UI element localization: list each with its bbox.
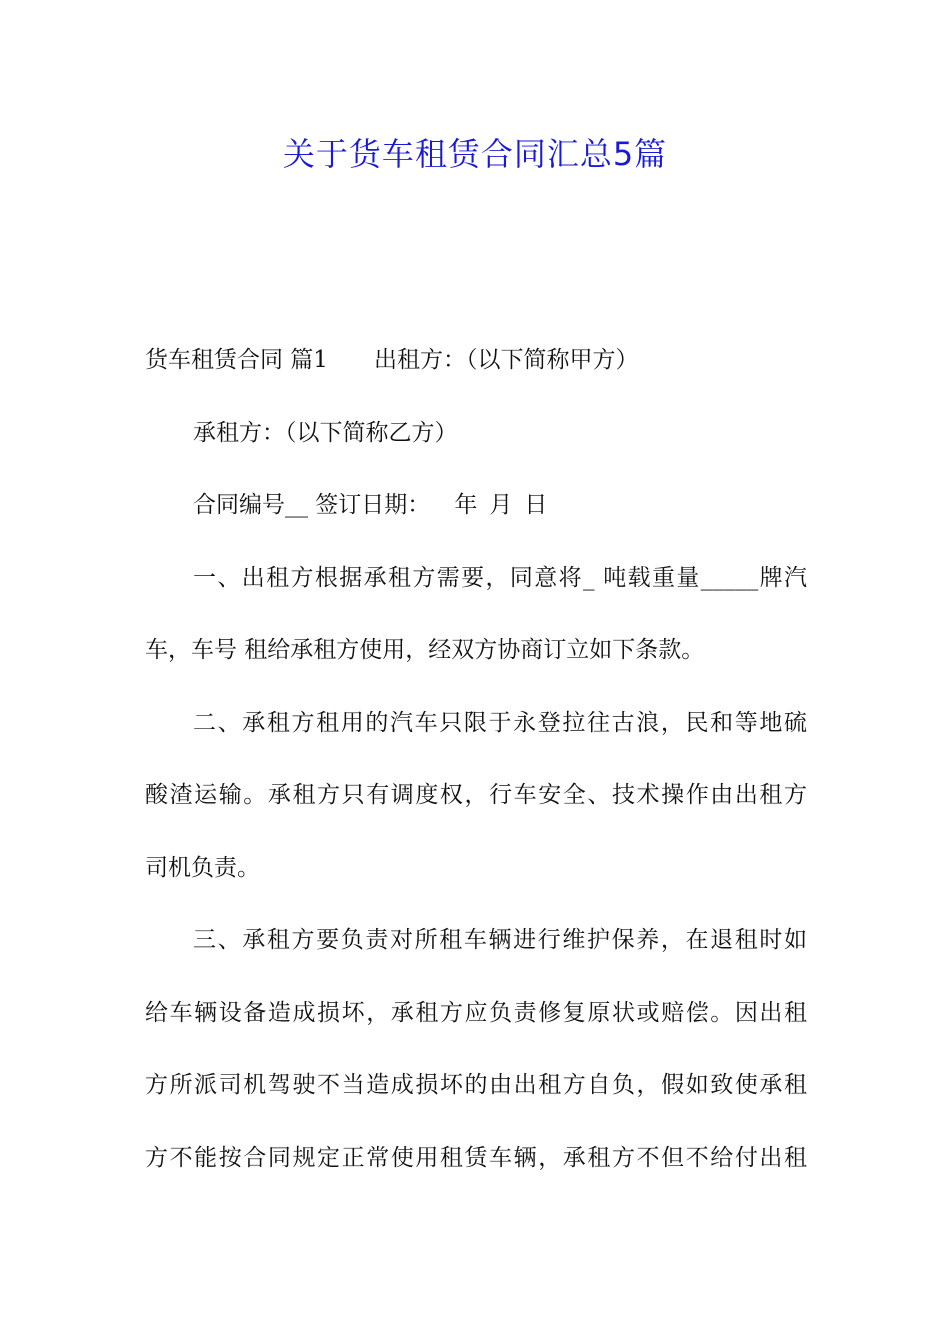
paragraph-line: 给车辆设备造成损坏，承租方应负责修复原状或赔偿。因出租 xyxy=(145,999,807,1026)
paragraph-line xyxy=(145,409,807,482)
paragraph-line: 司机负责。 xyxy=(145,854,260,881)
paragraph-line: 方所派司机驾驶不当造成损坏的由出租方自负，假如致使承租 xyxy=(145,1072,807,1098)
document-title: 关于货车租赁合同汇总5篇 xyxy=(282,135,668,173)
lessee-label: 承租方：（以下简称乙方） xyxy=(193,419,458,446)
paragraph-line: 一、出租方根据承租方需要，同意将_ 吨载重量_____牌汽 xyxy=(193,564,807,591)
date-day: 日 xyxy=(524,492,548,518)
paragraph-line: 车，车号 租给承租方使用，经双方协商订立如下条款。 xyxy=(145,637,705,663)
date-year: 年 xyxy=(454,492,478,518)
paragraph-line: 二、承租方租用的汽车只限于永登拉往古浪，民和等地硫 xyxy=(193,709,807,736)
paragraph-line xyxy=(145,336,807,409)
lessor-label: 出租方：（以下简称甲方） xyxy=(373,347,639,373)
paragraph-line: 酸渣运输。承租方只有调度权，行车安全、技术操作由出租方 xyxy=(145,782,807,808)
document-body xyxy=(145,336,807,1206)
paragraph-line: 三、承租方要负责对所租车辆进行维护保养，在退租时如 xyxy=(193,927,807,953)
paragraph-line: 方不能按合同规定正常使用租赁车辆，承租方不但不给付出租 xyxy=(145,1144,807,1171)
section-heading: 货车租赁合同 篇1 xyxy=(145,347,328,373)
paragraph-line xyxy=(145,481,807,554)
contract-number-label: 合同编号__ 签订日期： xyxy=(193,492,431,518)
date-month: 月 xyxy=(489,492,513,518)
